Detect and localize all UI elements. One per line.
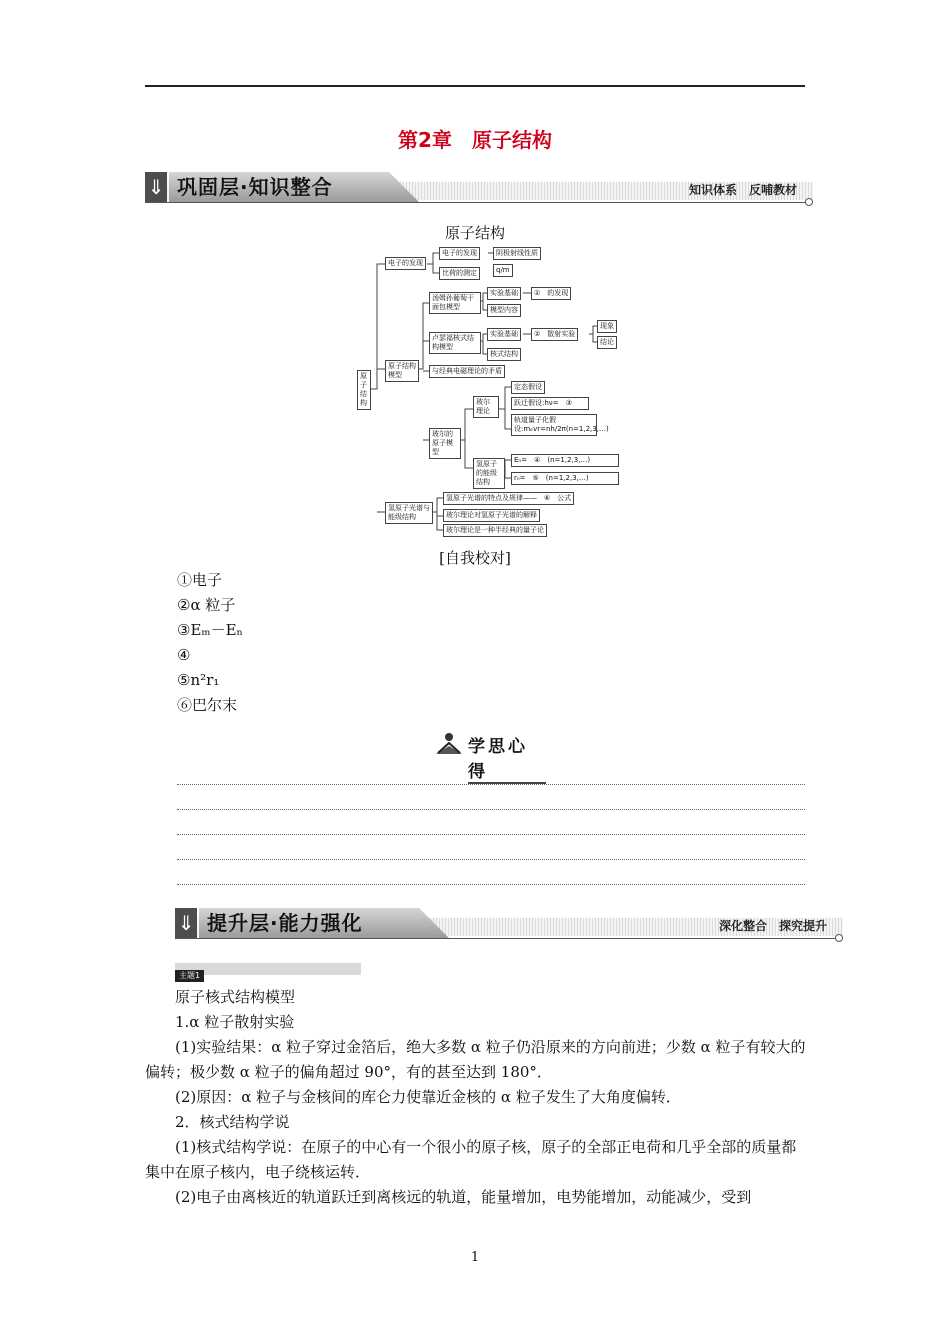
theme-label-bar xyxy=(175,963,361,980)
down-arrow-icon: ⇓ xyxy=(145,172,167,202)
section-2-subtitle: 深化整合 探究提升 xyxy=(718,919,827,933)
book-icon xyxy=(434,732,464,756)
answer-2: ②α 粒子 xyxy=(177,596,236,614)
top-rule xyxy=(145,85,805,87)
paragraph: (2)电子由离核近的轨道跃迁到离核远的轨道，能量增加，电势能增加，动能减少，受到 xyxy=(175,1188,752,1206)
map-node-nuclear-structure: 核式结构 xyxy=(487,348,521,361)
map-node-electron-discovery: 电子的发现 xyxy=(385,257,426,270)
map-node-thomson-content: 模型内容 xyxy=(487,304,521,317)
section-2-title: 提升层·能力强化 xyxy=(207,911,363,935)
map-node-bohr-model: 玻尔的原子模型 xyxy=(429,428,461,459)
note-line xyxy=(177,884,805,885)
section-banner-1 xyxy=(145,170,813,206)
map-node-answer-2: ② 散射实验 xyxy=(531,328,578,341)
map-node-bohr-explanation: 玻尔理论对氢原子光谱的解释 xyxy=(443,509,540,522)
note-line xyxy=(177,809,805,810)
map-node-answer-4: Eₙ= ④ (n=1,2,3,…) xyxy=(511,454,619,467)
theme-label: 主题1 xyxy=(175,970,204,982)
section-1-title: 巩固层·知识整合 xyxy=(177,175,333,199)
section-1-subtitle: 知识体系 反哺教材 xyxy=(688,183,797,197)
paragraph: (2)原因：α 粒子与金核间的库仑力使靠近金核的 α 粒子发生了大角度偏转． xyxy=(175,1088,681,1106)
map-node-semiclassical: 玻尔理论是一种半经典的量子论 xyxy=(443,524,547,537)
answer-3: ③Eₘ－Eₙ xyxy=(177,621,244,639)
answer-4: ④ xyxy=(177,646,191,664)
map-node-transition: 跃迁假设:hν= ③ xyxy=(511,397,589,410)
map-node-conclusion: 结论 xyxy=(597,336,617,349)
map-node-charge-ratio: 比荷的测定 xyxy=(439,267,480,280)
answer-5: ⑤n²r₁ xyxy=(177,671,220,689)
map-node-root: 原子结构 xyxy=(357,370,371,410)
map-node-spectrum-features: 氢原子光谱的特点及规律—— ⑥ 公式 xyxy=(443,492,574,505)
heading-2: 2．核式结构学说 xyxy=(175,1113,290,1131)
map-node-answer-1: ① 的发现 xyxy=(531,287,571,300)
map-title: 原子结构 xyxy=(444,224,505,242)
map-node-quantization: 轨道量子化假设:mₑvr=nh/2π(n=1,2,3,…) xyxy=(511,414,597,436)
body-text xyxy=(145,985,807,1210)
answer-1: ①电子 xyxy=(177,571,223,589)
topic-heading: 原子核式结构模型 xyxy=(175,988,296,1006)
paragraph: (1)实验结果：α 粒子穿过金箔后，绝大多数 α 粒子仍沿原来的方向前进；少数 α 粒子有较大的偏转；极少数 α 粒子的偏角超过 90°，有的甚至达到 180°． xyxy=(145,1038,806,1081)
map-node-thomson-basis: 实验基础 xyxy=(487,287,521,300)
page-number: 1 xyxy=(470,1250,480,1265)
map-node-hydrogen-spectrum: 氢原子光谱与能级结构 xyxy=(385,502,433,524)
map-node-hydrogen-levels: 氢原子的能级结构 xyxy=(473,458,505,489)
map-node-electron-discovery-sub: 电子的发现 xyxy=(439,247,480,260)
note-line xyxy=(177,859,805,860)
map-node-rutherford-basis: 实验基础 xyxy=(487,328,521,341)
concept-map xyxy=(355,244,625,540)
map-node-atomic-model: 原子结构模型 xyxy=(385,360,419,382)
map-node-answer-5: rₙ= ⑤ (n=1,2,3,…) xyxy=(511,472,619,485)
chapter-title: 第2章 原子结构 xyxy=(398,128,552,152)
self-check-title: [自我校对] xyxy=(439,549,511,567)
answer-6: ⑥巴尔末 xyxy=(177,696,238,714)
map-node-bohr-theory: 玻尔理论 xyxy=(473,396,499,418)
map-node-rutherford: 卢瑟福核式结构模型 xyxy=(429,332,481,354)
map-node-contradiction: 与经典电磁理论的矛盾 xyxy=(429,365,505,378)
emblem-text: 学思心得 xyxy=(468,732,546,784)
heading-1: 1.α 粒子散射实验 xyxy=(175,1013,295,1031)
section-banner-2 xyxy=(175,906,843,942)
map-node-cathode-ray: 阴极射线性质 xyxy=(493,247,541,260)
note-line xyxy=(177,834,805,835)
down-arrow-icon: ⇓ xyxy=(175,908,197,938)
note-line xyxy=(177,784,805,785)
map-node-q-over-m: q/m xyxy=(493,264,513,277)
map-node-phenomenon: 现象 xyxy=(597,320,617,333)
answer-list xyxy=(177,568,243,718)
map-node-stationary: 定态假设 xyxy=(511,381,545,394)
paragraph: (1)核式结构学说：在原子的中心有一个很小的原子核，原子的全部正电荷和几乎全部的质量都集中在原子核内，电子绕核运转． xyxy=(145,1138,797,1181)
study-notes-emblem xyxy=(434,732,546,782)
map-node-thomson: 汤姆孙葡萄干面包模型 xyxy=(429,292,481,314)
